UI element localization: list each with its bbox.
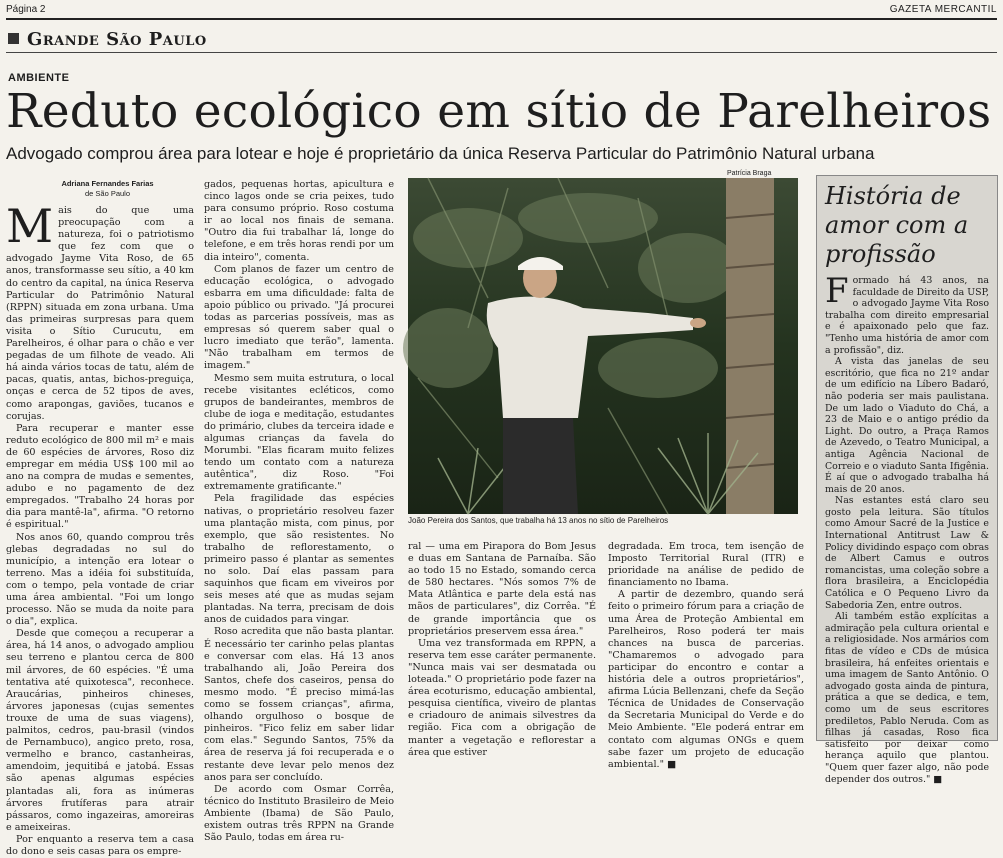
article-photo (408, 178, 798, 514)
page-header (6, 4, 997, 18)
article-headline: Reduto ecológico em sítio de Parelheiros (6, 84, 992, 139)
article-paragraph: Para recuperar e manter esse reduto ecológico de 800 mil m² e mais de 60 espécies de árvores, Roso diz empregar em média US$ 100 mil ao ano na compra de mudas e sementes, adubo e no pagamento de dez empregados. "Trabalho 24 horas por dia para mantê-la", afirma. "O retorno é espiritual." (6, 422, 194, 531)
article-paragraph: degradada. Em troca, tem isenção de Imposto Territorial Rural (ITR) e prioridade na análise de pedido de financiamento no Ibama. (608, 541, 804, 589)
sidebar-paragraph: Ali também estão explícitas a admiração pela cultura oriental e a religiosidade. Nos armários com fitas de vídeo e CDs de música brasileira, há enfeites orientais e uma imagem de Santo Antônio. O advogado gosta ainda de pintura, prática a que se dedica, e tem, como um de seus escritores prediletos, Pablo Neruda. Com as filhas já casadas, Roso fica satisfeito por deixar como herança aquilo que plantou. "Quem quer fazer algo, não pode depender dos outros." ■ (825, 611, 989, 785)
photo-illustration (408, 178, 798, 514)
drop-cap: F (825, 271, 849, 311)
author-name: Adriana Fernandes Farias (61, 179, 154, 188)
article-paragraph: De acordo com Osmar Corrêa, técnico do Instituto Brasileiro de Meio Ambiente (Ibama) de São Paulo, existem outras três RPPN na Grande São Paulo, todas em área ru- (204, 783, 394, 844)
article-paragraph: ral — uma em Pirapora do Bom Jesus e duas em Santana de Parnaíba. São ao todo 15 no Estado, somando cerca de 580 hectares. "Nós somos 7% de Mata Atlântica e parte dela está nas mãos de particulares", diz Corrêa. "É de grande importância que os proprietários preservem essa área." (408, 541, 596, 637)
section-title (8, 29, 207, 50)
byline (40, 179, 175, 199)
article-paragraph: A partir de dezembro, quando será feito o primeiro fórum para a criação de uma Área de Proteção Ambiental em Parelheiros, Roso poderá ter mais chances na busca de parcerias. "Chamaremos o advogado para participar do encontro e contar a história dele a outros proprietários", afirma Lúcia Bellenzani, chefe da Seção Técnica de Unidades de Conservação da Secretaria Municipal do Verde e do Meio Ambiente. "Ele poderá entrar em contato com algumas ONGs e quem sabe fazer um projeto de educação ambiental." ■ (608, 589, 804, 770)
article-column-2 (204, 179, 394, 844)
article-paragraph: Roso acredita que não basta plantar. É necessário ter carinho pelas plantas e conversar com elas. Há 13 anos trabalhando ali, João Pereira dos Santos, chefe dos caseiros, pensa do mesmo modo. "É preciso mimá-las como se fossem crianças", afirma, olhando orgulhoso o bosque de pinheiros. "Fico feliz em saber lidar com elas." Segundo Santos, 75% da área de reserva já foi recuperada e o restante deve levar pelo menos dez anos para ser concluído. (204, 626, 394, 783)
photo-credit: Patrícia Braga (727, 170, 772, 177)
article-column-3 (408, 541, 596, 758)
article-column-4 (608, 541, 804, 770)
article-paragraph: Mesmo sem muita estrutura, o local recebe visitantes ecléticos, como grupos de bandeirantes, membros de clube de ioga e meditação, estudantes do primário, clubes da terceira idade e algumas crianças da favela do Morumbi. "Elas ficaram muito felizes tendo um contato com a natureza autêntica", diz Roso. "Foi extremamente gratificante." (204, 372, 394, 493)
article-paragraph: Mais do que uma preocupação com a natureza, foi o patriotismo que fez com que o advogado Jayme Vita Roso, de 65 anos, transformasse seu sítio, a 40 km do centro da capital, na única Reserva Particular do Patrimônio Natural (RPPN) situada em zona urbana. Uma das primeiras surpresas para quem visita o Sítio Curucutu, em Parelheiros, é olhar para o chão e ver pegadas de um filhote de veado. Ali há ainda vários tocas de tatu, além de pacas, quatis, antas, bichos-preguiça, onças e cerca de 52 tipos de aves, como arapongas, gaviões, tucanos e corujas. (6, 199, 194, 422)
article-paragraph: gados, pequenas hortas, apicultura e cinco lagos onde se cria peixes, tudo para consumo próprio. Roso costuma ir ao local nos finais de semana. "Outro dia fui trabalhar lá, longe do telefone, e em três horas rendi por um dia inteiro", comenta. (204, 179, 394, 263)
photo-caption: João Pereira dos Santos, que trabalha há 13 anos no sítio de Parelheiros (408, 516, 669, 525)
article-paragraph: Pela fragilidade das espécies nativas, o proprietário resolveu fazer uma plantação mista, com pinus, por exemplo, que são resistentes. No trabalho de reflorestamento, o primeiro passo é plantar as sementes no solo. Daí elas passam para saquinhos que ficam em viveiros por seis meses até que as mudas sejam plantadas. Na terra, precisam de dois anos de cuidados para vingar. (204, 493, 394, 626)
article-paragraph: Desde que começou a recuperar a área, há 14 anos, o advogado ampliou seu terreno e plantou cerca de 800 mil árvores, de 60 espécies. "É uma tentativa até quixotesca", reconhece. Araucárias, pinheiros chineses, árvores japonesas (cujas sementes trouxe de uma de suas viagens), palmitos, cedros, pau-brasil (vindos de Pernambuco), angico preto, rosa, vermelho e branco, castanheiras, amendoim, jequitibá e jatobá. Essas são apenas algumas espécies plantadas ali, fora as inúmeras árvores frutíferas para atrair pássaros, como ingazeiras, amoreiras e ameixeiras. (6, 628, 194, 833)
article-paragraph: Uma vez transformada em RPPN, a reserva tem esse caráter permanente. "Nunca mais vai ser desmatada ou loteada." O proprietário pode fazer na área ecoturismo, educação ambiental, pesquisa científica, viveiro de plantas e criadouro de animais silvestres da região. Fica com a obrigação de manter a vegetação e reflorestar a área que estiver (408, 637, 596, 758)
sidebar-paragraph: A vista das janelas de seu escritório, que fica no 21º andar de um edifício na Líbero Badaró, não poderia ser mais paulistana. De um lado o Viaduto do Chá, a 23 de Maio e o antigo prédio da Light. Do outro, a Praça Ramos de Azevedo, o Teatro Municipal, a antiga Agência Nacional de Correio e o viaduto Santa Ifigênia. É aí que o advogado trabalha há mais de 20 anos. (825, 356, 989, 495)
drop-cap: M (6, 199, 54, 253)
article-paragraph: Por enquanto a reserva tem a casa do dono e seis casas para os empre- (6, 833, 194, 857)
author-city: de São Paulo (84, 189, 131, 198)
article-column-1 (6, 199, 194, 857)
sidebar-paragraph: Nas estantes está claro seu gosto pela leitura. São títulos como Amour Sacré de la Justice e International Antitrust Law & Policy dividindo espaço com obras de Albert Camus e outros romancistas, uma coleção sobre a flora brasileira, a Enciclopédia Católica e O Pequeno Livro da Sabedoria Zen, entre outros. (825, 495, 989, 611)
section-label: Grande São Paulo (27, 29, 207, 50)
sidebar-box (816, 175, 998, 785)
page-number: Página 2 (6, 4, 46, 15)
article-subhead: Advogado comprou área para lotear e hoje é proprietário da única Reserva Particular do Patrimônio Natural urbana (6, 144, 875, 163)
article-paragraph: Com planos de fazer um centro de educação ecológica, o advogado esbarra em uma dificuldade: falta de apoio público ou privado. "Já procurei todas as parcerias possíveis, mas as empresas só querem saber qual o lucro imediato que terão", lamenta. "Não trabalham em termos de imagem." (204, 263, 394, 372)
sidebar-paragraph: Formado há 43 anos, na faculdade de Direito da USP, o advogado Jayme Vita Roso trabalha com direito empresarial e é apaixonado pelo que faz. "Tenho uma história de amor com a profissão", diz. (825, 271, 989, 356)
sidebar-body (825, 271, 989, 785)
section-rule (6, 52, 997, 53)
section-square-icon (8, 33, 19, 44)
newspaper-name: GAZETA MERCANTIL (889, 4, 997, 15)
sidebar-title: História de amor com a profissão (825, 182, 969, 268)
article-kicker: AMBIENTE (8, 72, 70, 84)
header-rule (6, 18, 997, 20)
article-paragraph: Nos anos 60, quando comprou três glebas degradadas no sul do município, a intenção era lotear o terreno. Mas a idéia foi substituída, com o tempo, pela vontade de criar uma área ambiental. "Foi um longo processo. Não se muda da noite para o dia", explica. (6, 531, 194, 628)
